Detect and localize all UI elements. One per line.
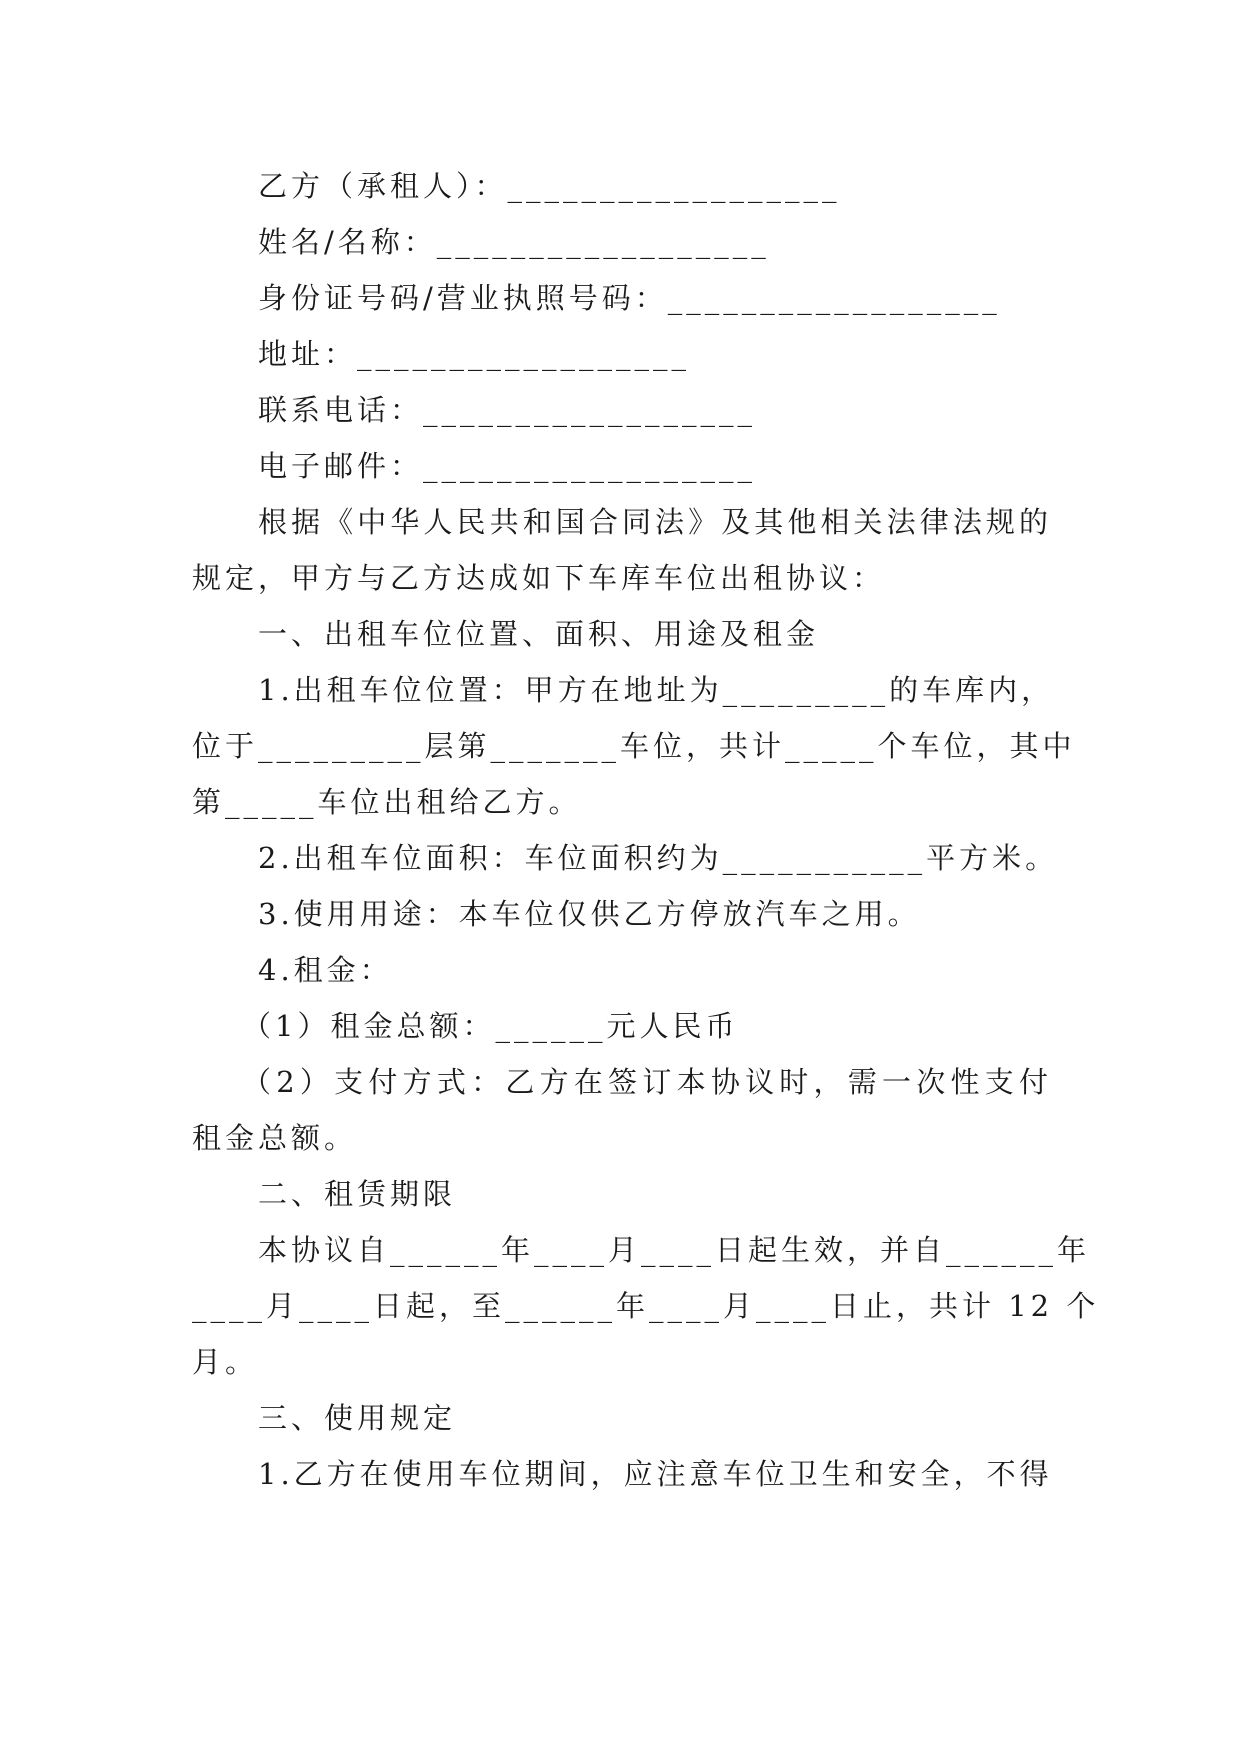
clause-1-1-line-2: 位于_________层第_______车位，共计_____个车位，其中 <box>192 729 1076 763</box>
name-line: 姓名/名称：__________________ <box>258 225 770 259</box>
clause-1-1-line-3: 第_____车位出租给乙方。 <box>192 785 582 819</box>
email-line: 电子邮件：__________________ <box>258 449 757 483</box>
preamble-line-1: 根据《中华人民共和国合同法》及其他相关法律法规的 <box>258 505 1052 539</box>
clause-1-4-2-line-1: （2）支付方式：乙方在签订本协议时，需一次性支付 <box>242 1065 1052 1099</box>
id-number-line: 身份证号码/营业执照号码：__________________ <box>258 281 1001 315</box>
phone-line: 联系电话：__________________ <box>258 393 757 427</box>
term-line-2: ____月____日起，至______年____月____日止，共计 12 个 <box>192 1289 1100 1323</box>
clause-1-3: 3.使用用途：本车位仅供乙方停放汽车之用。 <box>258 897 921 931</box>
clause-1-2: 2.出租车位面积：车位面积约为___________平方米。 <box>258 841 1059 875</box>
clause-1-4-1: （1）租金总额：______元人民币 <box>242 1009 739 1043</box>
clause-1-4: 4.租金： <box>258 953 393 987</box>
term-line-3: 月。 <box>192 1345 259 1379</box>
section-heading-3: 三、使用规定 <box>258 1401 457 1435</box>
section-heading-1: 一、出租车位位置、面积、用途及租金 <box>258 617 820 651</box>
clause-1-4-2-line-2: 租金总额。 <box>192 1121 358 1155</box>
clause-3-1-line-1: 1.乙方在使用车位期间，应注意车位卫生和安全，不得 <box>258 1457 1053 1491</box>
tenant-party-line: 乙方（承租人）：__________________ <box>258 169 841 203</box>
section-heading-2: 二、租赁期限 <box>258 1177 457 1211</box>
address-line: 地址：__________________ <box>258 337 691 371</box>
preamble-line-2: 规定，甲方与乙方达成如下车库车位出租协议： <box>192 561 886 595</box>
term-line-1: 本协议自______年____月____日起生效，并自______年 <box>258 1233 1091 1267</box>
clause-1-1-line-1: 1.出租车位位置：甲方在地址为_________的车库内， <box>258 673 1055 707</box>
